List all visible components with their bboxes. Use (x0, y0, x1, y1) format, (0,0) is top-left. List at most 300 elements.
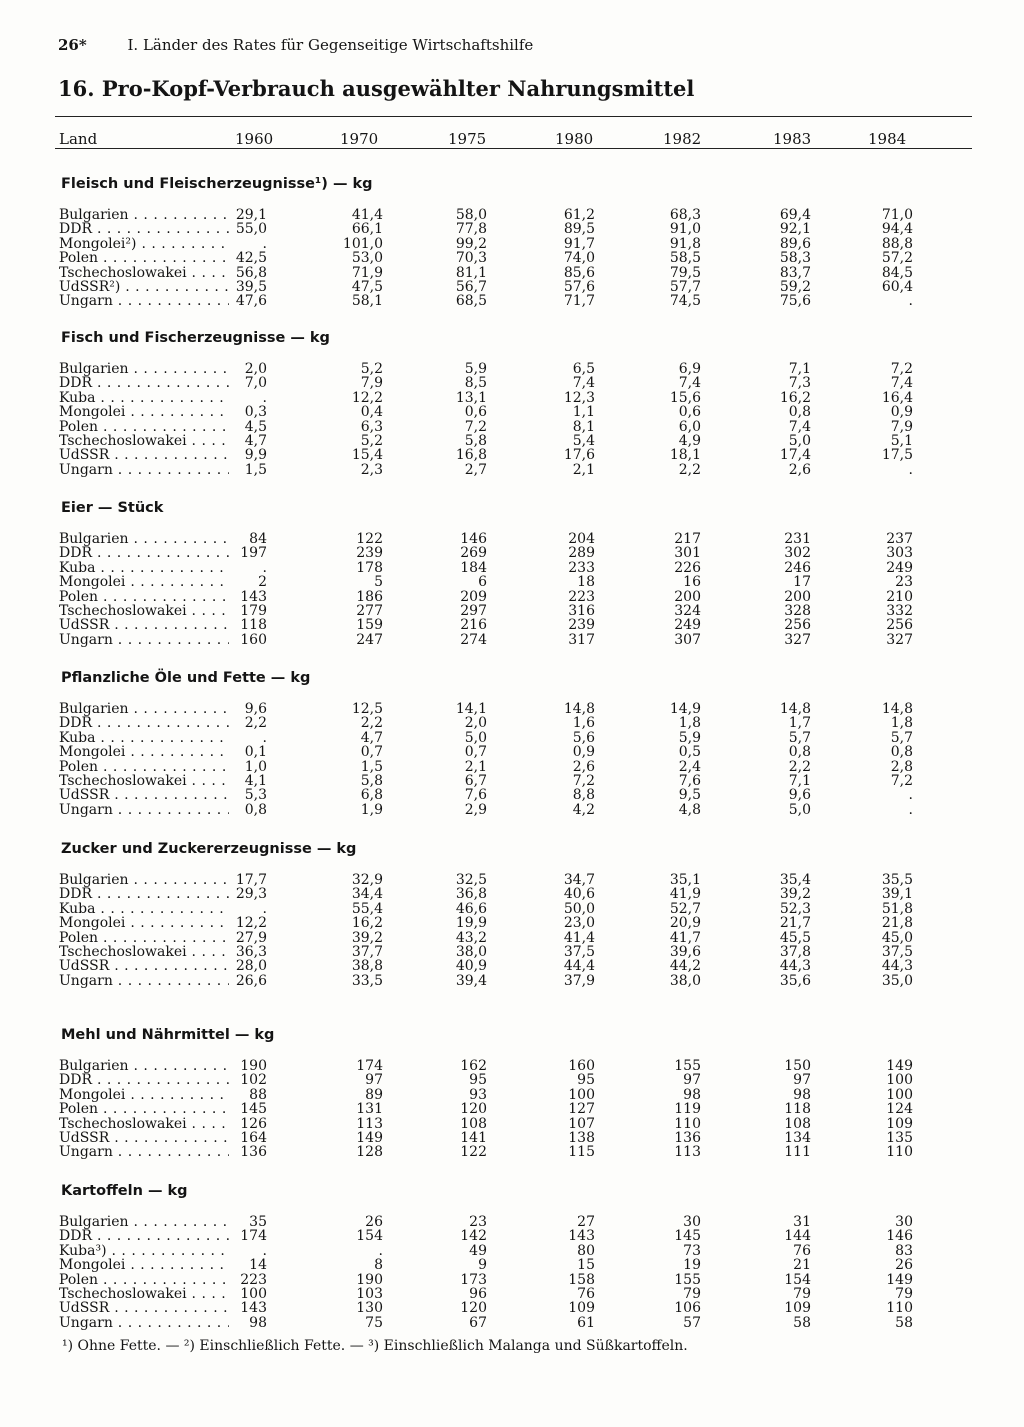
value-cell-1975: 99,2 (455, 235, 487, 252)
table-row (55, 222, 972, 236)
value-cell-1984: . (908, 801, 913, 818)
value-cell-1984: 7,2 (890, 361, 913, 377)
value-cell-1960: 102 (240, 1072, 267, 1089)
value-cell-1980: 160 (568, 1058, 595, 1074)
value-cell-1970: 47,5 (351, 278, 383, 295)
value-cell-1980: 15 (577, 1257, 595, 1274)
value-cell-1983: 5,0 (788, 801, 811, 818)
value-cell-1960: 2,0 (244, 361, 267, 377)
table-row (55, 803, 972, 817)
value-cell-1982: 39,6 (669, 943, 701, 960)
value-cell-1960: 223 (240, 1271, 267, 1288)
section-title: Eier — Stück (61, 500, 164, 516)
value-cell-1983: 5,7 (788, 729, 811, 746)
value-cell-1982: 18,1 (669, 447, 701, 464)
table-row (55, 716, 972, 730)
value-cell-1960: 7,0 (244, 375, 267, 392)
country-label: Bulgarien . . . (59, 873, 229, 887)
value-cell-1984: 39,1 (881, 886, 913, 903)
value-cell-1970: 149 (356, 1129, 383, 1146)
table-row (55, 294, 972, 308)
value-cell-1982: 5,9 (678, 729, 701, 746)
value-cell-1982: 249 (674, 617, 701, 634)
table-title: 16. Pro-Kopf-Verbrauch ausgewählter Nahrungsmittel (58, 76, 695, 101)
value-cell-1983: 0,8 (788, 404, 811, 421)
value-cell-1975: 6,7 (464, 772, 487, 789)
value-cell-1983: 108 (784, 1115, 811, 1132)
value-cell-1960: . (262, 235, 267, 252)
country-label: Ungarn . . . (59, 633, 229, 647)
value-cell-1982: 57,7 (669, 278, 701, 295)
country-label: UdSSR²) . . . (59, 280, 229, 294)
value-cell-1980: 14,8 (563, 701, 595, 717)
value-cell-1980: 6,5 (572, 361, 595, 377)
value-cell-1970: 33,5 (351, 972, 383, 989)
country-label: Polen . . . (59, 420, 229, 434)
value-cell-1980: 0,9 (572, 744, 595, 761)
table-row (55, 208, 972, 222)
value-cell-1970: 128 (356, 1144, 383, 1161)
value-cell-1982: 217 (674, 531, 701, 547)
country-label: Polen . . . (59, 931, 229, 945)
value-cell-1980: 89,5 (563, 221, 595, 238)
value-cell-1980: 1,1 (572, 404, 595, 421)
value-cell-1975: 2,1 (464, 758, 487, 775)
section-title: Mehl und Nährmittel — kg (61, 1027, 275, 1043)
value-cell-1970: 6,8 (360, 787, 383, 804)
value-cell-1984: 1,8 (890, 715, 913, 732)
column-header-land: Land (59, 130, 98, 148)
value-cell-1960: 56,8 (235, 264, 267, 281)
table-row (55, 760, 972, 774)
value-cell-1984: 26 (895, 1257, 913, 1274)
value-cell-1984: 109 (886, 1115, 913, 1132)
value-cell-1970: 103 (356, 1285, 383, 1302)
value-cell-1970: 71,9 (351, 264, 383, 281)
country-label: Ungarn . . . (59, 803, 229, 817)
value-cell-1970: 178 (356, 559, 383, 576)
table-row (55, 1316, 972, 1330)
value-cell-1983: 98 (793, 1086, 811, 1103)
country-label: Tschechoslowakei . . . (59, 1117, 229, 1131)
value-cell-1984: . (908, 293, 913, 310)
value-cell-1980: 8,8 (572, 787, 595, 804)
value-cell-1984: 0,8 (890, 744, 913, 761)
value-cell-1975: 49 (469, 1242, 487, 1259)
value-cell-1980: 100 (568, 1086, 595, 1103)
value-cell-1982: 7,4 (678, 375, 701, 392)
value-cell-1980: 12,3 (563, 389, 595, 406)
value-cell-1984: 60,4 (881, 278, 913, 295)
value-cell-1980: 127 (568, 1101, 595, 1118)
value-cell-1984: 37,5 (881, 943, 913, 960)
value-cell-1980: 71,7 (563, 293, 595, 310)
country-label: DDR . . . (59, 887, 229, 901)
country-label: DDR . . . (59, 546, 229, 560)
value-cell-1984: 21,8 (881, 915, 913, 932)
section-eier (55, 500, 972, 647)
value-cell-1960: 98 (249, 1314, 267, 1331)
section-kartoffeln (55, 1183, 972, 1330)
value-cell-1982: 7,6 (678, 772, 701, 789)
value-cell-1980: 50,0 (563, 900, 595, 917)
country-label: DDR . . . (59, 716, 229, 730)
country-label: Bulgarien . . . (59, 532, 229, 546)
value-cell-1983: 37,8 (779, 943, 811, 960)
country-label: UdSSR . . . (59, 788, 229, 802)
value-cell-1984: 16,4 (881, 389, 913, 406)
value-cell-1980: 91,7 (563, 235, 595, 252)
country-label: Bulgarien . . . (59, 702, 229, 716)
value-cell-1980: 27 (577, 1214, 595, 1230)
table-row (55, 788, 972, 802)
column-header-1975: 1975 (448, 130, 487, 148)
value-cell-1970: 186 (356, 588, 383, 605)
value-cell-1960: 2 (258, 574, 267, 591)
value-cell-1982: 35,1 (669, 872, 701, 888)
value-cell-1984: 327 (886, 631, 913, 648)
value-cell-1983: 31 (793, 1214, 811, 1230)
value-cell-1982: 106 (674, 1300, 701, 1317)
value-cell-1983: 75,6 (779, 293, 811, 310)
value-cell-1983: 92,1 (779, 221, 811, 238)
value-cell-1970: 7,9 (360, 375, 383, 392)
value-cell-1983: 7,1 (788, 361, 811, 377)
value-cell-1975: 2,0 (464, 715, 487, 732)
value-cell-1975: 7,2 (464, 418, 487, 435)
value-cell-1983: 89,6 (779, 235, 811, 252)
value-cell-1970: 53,0 (351, 250, 383, 267)
value-cell-1982: 301 (674, 545, 701, 562)
value-cell-1975: 5,0 (464, 729, 487, 746)
value-cell-1970: 154 (356, 1228, 383, 1245)
value-cell-1975: 40,9 (455, 958, 487, 975)
value-cell-1975: 7,6 (464, 787, 487, 804)
value-cell-1960: 35 (249, 1214, 267, 1230)
value-cell-1984: 237 (886, 531, 913, 547)
top-rule (55, 116, 972, 117)
table-row (55, 575, 972, 589)
value-cell-1960: 27,9 (235, 929, 267, 946)
value-cell-1984: 7,9 (890, 418, 913, 435)
value-cell-1975: 46,6 (455, 900, 487, 917)
value-cell-1982: 324 (674, 602, 701, 619)
value-cell-1975: 16,8 (455, 447, 487, 464)
value-cell-1975: 216 (460, 617, 487, 634)
value-cell-1960: 145 (240, 1101, 267, 1118)
value-cell-1975: 122 (460, 1144, 487, 1161)
table-row (55, 731, 972, 745)
value-cell-1960: 12,2 (235, 915, 267, 932)
value-cell-1970: 5,2 (360, 432, 383, 449)
value-cell-1970: 1,9 (360, 801, 383, 818)
country-label: Tschechoslowakei . . . (59, 774, 229, 788)
value-cell-1984: 100 (886, 1072, 913, 1089)
value-cell-1975: 141 (460, 1129, 487, 1146)
country-label: Bulgarien . . . (59, 1059, 229, 1073)
value-cell-1960: 160 (240, 631, 267, 648)
table-row (55, 604, 972, 618)
section-oele-fette (55, 670, 972, 817)
value-cell-1975: 297 (460, 602, 487, 619)
table-row (55, 618, 972, 632)
value-cell-1982: 119 (674, 1101, 701, 1118)
value-cell-1960: 2,2 (244, 715, 267, 732)
value-cell-1975: 146 (460, 531, 487, 547)
value-cell-1983: 59,2 (779, 278, 811, 295)
value-cell-1980: 17,6 (563, 447, 595, 464)
value-cell-1960: 29,3 (235, 886, 267, 903)
value-cell-1970: 37,7 (351, 943, 383, 960)
footnote: ¹) Ohne Fette. — ²) Einschließlich Fette. — ³) Einschließlich Malanga und Süßkartoffeln. (62, 1338, 688, 1354)
value-cell-1982: 41,7 (669, 929, 701, 946)
value-cell-1984: 35,5 (881, 872, 913, 888)
value-cell-1960: 4,7 (244, 432, 267, 449)
value-cell-1975: 56,7 (455, 278, 487, 295)
value-cell-1983: 150 (784, 1058, 811, 1074)
table-row (55, 405, 972, 419)
value-cell-1980: 7,4 (572, 375, 595, 392)
country-label: Kuba . . . (59, 561, 229, 575)
value-cell-1983: 154 (784, 1271, 811, 1288)
value-cell-1980: 80 (577, 1242, 595, 1259)
value-cell-1982: 79,5 (669, 264, 701, 281)
value-cell-1970: 247 (356, 631, 383, 648)
value-cell-1975: 2,7 (464, 461, 487, 478)
section-title: Zucker und Zuckererzeugnisse — kg (61, 841, 357, 857)
country-label: DDR . . . (59, 1229, 229, 1243)
page-number: 26* (58, 36, 87, 54)
value-cell-1984: 57,2 (881, 250, 913, 267)
country-label: Mongolei . . . (59, 405, 229, 419)
value-cell-1980: 8,1 (572, 418, 595, 435)
table-row (55, 1273, 972, 1287)
value-cell-1980: 23,0 (563, 915, 595, 932)
value-cell-1970: 113 (356, 1115, 383, 1132)
value-cell-1983: 111 (784, 1144, 811, 1161)
value-cell-1970: 26 (365, 1214, 383, 1230)
value-cell-1982: 57 (683, 1314, 701, 1331)
value-cell-1970: 131 (356, 1101, 383, 1118)
value-cell-1960: 36,3 (235, 943, 267, 960)
table-row (55, 1131, 972, 1145)
value-cell-1960: 9,9 (244, 447, 267, 464)
column-header-1970: 1970 (340, 130, 379, 148)
value-cell-1980: 5,6 (572, 729, 595, 746)
table-row (55, 902, 972, 916)
value-cell-1960: 100 (240, 1285, 267, 1302)
country-label: UdSSR . . . (59, 959, 229, 973)
value-cell-1975: 19,9 (455, 915, 487, 932)
country-label: DDR . . . (59, 1073, 229, 1087)
value-cell-1982: 0,6 (678, 404, 701, 421)
value-cell-1970: 4,7 (360, 729, 383, 746)
value-cell-1975: 95 (469, 1072, 487, 1089)
value-cell-1984: 88,8 (881, 235, 913, 252)
value-cell-1960: 118 (240, 617, 267, 634)
value-cell-1982: 4,8 (678, 801, 701, 818)
value-cell-1982: 52,7 (669, 900, 701, 917)
value-cell-1980: 40,6 (563, 886, 595, 903)
country-label: Polen . . . (59, 1273, 229, 1287)
value-cell-1960: . (262, 389, 267, 406)
value-cell-1984: 14,8 (881, 701, 913, 717)
country-label: DDR . . . (59, 376, 229, 390)
column-header-1980: 1980 (555, 130, 594, 148)
value-cell-1960: 88 (249, 1086, 267, 1103)
value-cell-1975: 2,9 (464, 801, 487, 818)
value-cell-1970: 12,2 (351, 389, 383, 406)
value-cell-1960: 9,6 (244, 701, 267, 717)
value-cell-1982: 307 (674, 631, 701, 648)
value-cell-1982: 14,9 (669, 701, 701, 717)
value-cell-1983: 256 (784, 617, 811, 634)
value-cell-1975: 68,5 (455, 293, 487, 310)
value-cell-1984: 84,5 (881, 264, 913, 281)
value-cell-1960: 0,3 (244, 404, 267, 421)
table-row (55, 463, 972, 477)
value-cell-1960: 84 (249, 531, 267, 547)
value-cell-1975: 70,3 (455, 250, 487, 267)
value-cell-1980: 239 (568, 617, 595, 634)
value-cell-1975: 81,1 (455, 264, 487, 281)
value-cell-1980: 1,6 (572, 715, 595, 732)
column-header-1984: 1984 (868, 130, 907, 148)
value-cell-1960: 164 (240, 1129, 267, 1146)
value-cell-1984: 2,8 (890, 758, 913, 775)
value-cell-1984: 7,4 (890, 375, 913, 392)
value-cell-1983: 302 (784, 545, 811, 562)
value-cell-1984: 94,4 (881, 221, 913, 238)
value-cell-1975: 93 (469, 1086, 487, 1103)
value-cell-1982: 1,8 (678, 715, 701, 732)
country-label: UdSSR . . . (59, 1301, 229, 1315)
value-cell-1970: 89 (365, 1086, 383, 1103)
value-cell-1960: 0,1 (244, 744, 267, 761)
value-cell-1960: 5,3 (244, 787, 267, 804)
country-label: Polen . . . (59, 1102, 229, 1116)
table-row (55, 633, 972, 647)
table-row (55, 1258, 972, 1272)
value-cell-1984: 51,8 (881, 900, 913, 917)
value-cell-1960: 29,1 (235, 207, 267, 223)
value-cell-1983: 2,6 (788, 461, 811, 478)
column-header-1982: 1982 (663, 130, 702, 148)
header-rule (55, 148, 972, 149)
value-cell-1960: . (262, 1242, 267, 1259)
value-cell-1980: 109 (568, 1300, 595, 1317)
country-label: Ungarn . . . (59, 294, 229, 308)
value-cell-1970: 2,3 (360, 461, 383, 478)
value-cell-1983: 79 (793, 1285, 811, 1302)
value-cell-1970: 15,4 (351, 447, 383, 464)
value-cell-1983: 17,4 (779, 447, 811, 464)
value-cell-1980: 115 (568, 1144, 595, 1161)
value-cell-1983: 21 (793, 1257, 811, 1274)
value-cell-1984: . (908, 787, 913, 804)
value-cell-1960: 39,5 (235, 278, 267, 295)
value-cell-1970: 101,0 (342, 235, 383, 252)
table-row (55, 774, 972, 788)
value-cell-1984: 110 (886, 1300, 913, 1317)
section-title: Kartoffeln — kg (61, 1183, 188, 1199)
country-label: Ungarn . . . (59, 1145, 229, 1159)
value-cell-1982: 97 (683, 1072, 701, 1089)
table-row (55, 873, 972, 887)
table-row (55, 1102, 972, 1116)
value-cell-1960: 47,6 (235, 293, 267, 310)
value-cell-1983: 97 (793, 1072, 811, 1089)
country-label: Mongolei . . . (59, 916, 229, 930)
value-cell-1984: 30 (895, 1214, 913, 1230)
value-cell-1983: 35,4 (779, 872, 811, 888)
value-cell-1983: 246 (784, 559, 811, 576)
value-cell-1970: 5 (374, 574, 383, 591)
value-cell-1980: 74,0 (563, 250, 595, 267)
value-cell-1975: 0,7 (464, 744, 487, 761)
value-cell-1970: 75 (365, 1314, 383, 1331)
table-row (55, 420, 972, 434)
value-cell-1975: 5,8 (464, 432, 487, 449)
value-cell-1983: 7,3 (788, 375, 811, 392)
value-cell-1983: 9,6 (788, 787, 811, 804)
value-cell-1980: 316 (568, 602, 595, 619)
country-label: Polen . . . (59, 251, 229, 265)
value-cell-1982: 44,2 (669, 958, 701, 975)
value-cell-1980: 143 (568, 1228, 595, 1245)
value-cell-1960: 4,5 (244, 418, 267, 435)
table-row (55, 546, 972, 560)
table-row (55, 1059, 972, 1073)
value-cell-1970: 1,5 (360, 758, 383, 775)
value-cell-1980: 95 (577, 1072, 595, 1089)
country-label: UdSSR . . . (59, 448, 229, 462)
value-cell-1984: 71,0 (881, 207, 913, 223)
value-cell-1983: 7,1 (788, 772, 811, 789)
value-cell-1980: 4,2 (572, 801, 595, 818)
value-cell-1982: 38,0 (669, 972, 701, 989)
value-cell-1980: 138 (568, 1129, 595, 1146)
value-cell-1982: 73 (683, 1242, 701, 1259)
value-cell-1984: 149 (886, 1058, 913, 1074)
value-cell-1982: 20,9 (669, 915, 701, 932)
country-label: UdSSR . . . (59, 1131, 229, 1145)
table-row (55, 266, 972, 280)
value-cell-1984: 5,1 (890, 432, 913, 449)
value-cell-1975: 9 (478, 1257, 487, 1274)
value-cell-1984: 79 (895, 1285, 913, 1302)
section-zucker (55, 841, 972, 988)
value-cell-1970: 190 (356, 1271, 383, 1288)
section-fleisch (55, 176, 972, 309)
value-cell-1983: 35,6 (779, 972, 811, 989)
value-cell-1975: 38,0 (455, 943, 487, 960)
value-cell-1980: 2,6 (572, 758, 595, 775)
value-cell-1960: 197 (240, 545, 267, 562)
table-row (55, 561, 972, 575)
table-row (55, 1145, 972, 1159)
value-cell-1960: 174 (240, 1228, 267, 1245)
value-cell-1970: . (378, 1242, 383, 1259)
value-cell-1982: 98 (683, 1086, 701, 1103)
value-cell-1980: 158 (568, 1271, 595, 1288)
value-cell-1970: 16,2 (351, 915, 383, 932)
value-cell-1975: 8,5 (464, 375, 487, 392)
value-cell-1960: 4,1 (244, 772, 267, 789)
country-label: Mongolei . . . (59, 1088, 229, 1102)
value-cell-1960: 17,7 (235, 872, 267, 888)
value-cell-1975: 108 (460, 1115, 487, 1132)
